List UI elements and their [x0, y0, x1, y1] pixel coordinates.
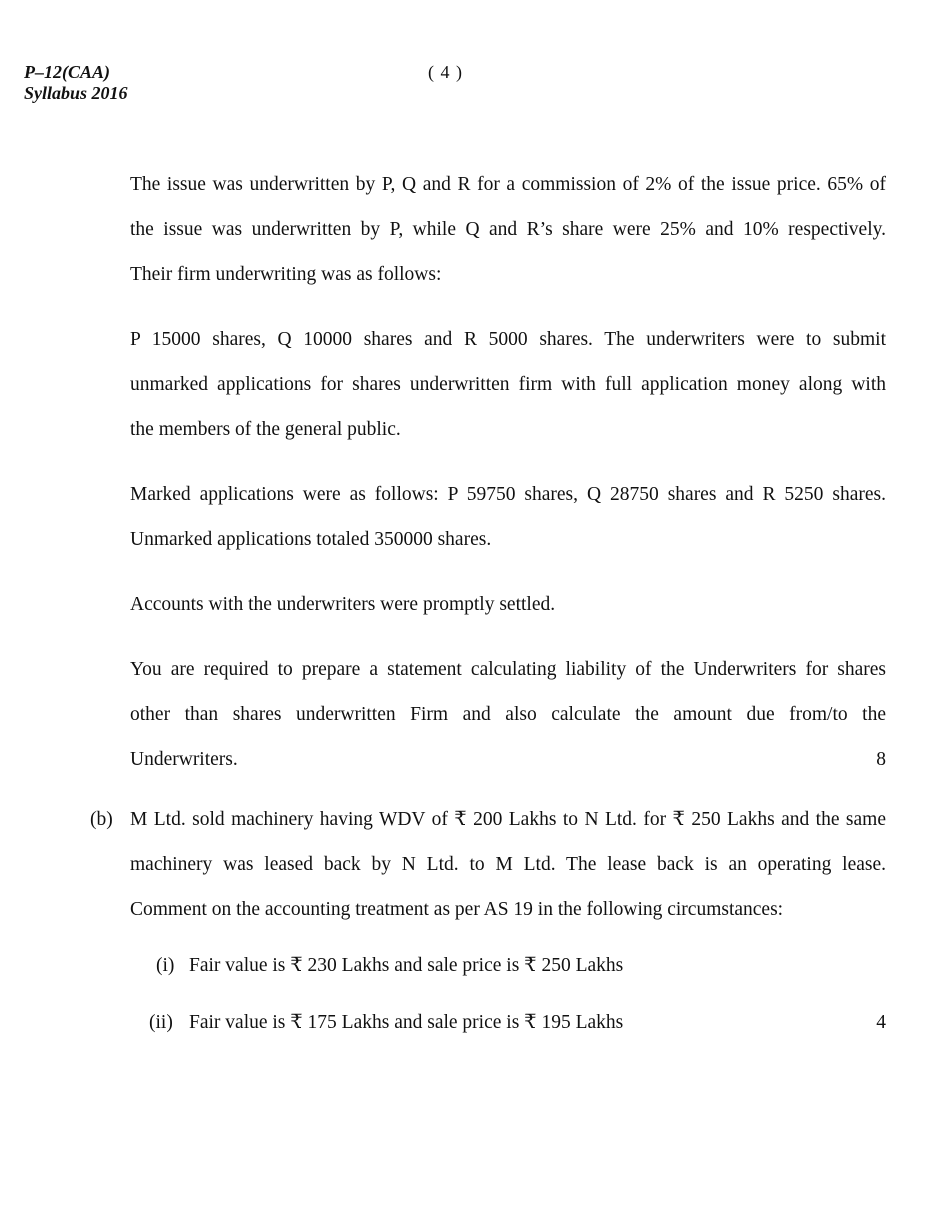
paper-header	[24, 62, 128, 104]
syllabus-year: Syllabus 2016	[24, 83, 128, 103]
marks-b: 4	[876, 1012, 886, 1033]
paragraph-line: the issue was underwritten by P, while Q and R’s share were 25% and 10% respectively.	[130, 219, 886, 240]
sub-item-label: (ii)	[149, 1012, 173, 1033]
paragraph-line: M Ltd. sold machinery having WDV of ₹ 200 Lakhs to N Ltd. for ₹ 250 Lakhs and the same	[130, 809, 886, 830]
paragraph-line: unmarked applications for shares underwritten firm with full application money along with	[130, 374, 886, 395]
paragraph-line: You are required to prepare a statement calculating liability of the Underwriters for shares	[130, 659, 886, 680]
paragraph-line: machinery was leased back by N Ltd. to M Ltd. The lease back is an operating lease.	[130, 854, 886, 875]
sub-item-label: (i)	[156, 955, 175, 976]
sub-item-text: Fair value is ₹ 230 Lakhs and sale price is ₹ 250 Lakhs	[189, 955, 624, 976]
paragraph-line: the members of the general public.	[130, 419, 401, 440]
paragraph-line: Marked applications were as follows: P 59750 shares, Q 28750 shares and R 5250 shares.	[130, 484, 886, 505]
paragraph-line: Unmarked applications totaled 350000 shares.	[130, 529, 492, 550]
paragraph-line: The issue was underwritten by P, Q and R for a commission of 2% of the issue price. 65% of	[130, 174, 886, 195]
sub-item-text: Fair value is ₹ 175 Lakhs and sale price is ₹ 195 Lakhs	[189, 1012, 624, 1033]
paragraph-line: Their firm underwriting was as follows:	[130, 264, 442, 285]
paragraph-line: Underwriters.	[130, 749, 238, 770]
paragraph-line: Accounts with the underwriters were promptly settled.	[130, 594, 556, 615]
question-label: (b)	[90, 809, 113, 830]
marks-a: 8	[876, 749, 886, 770]
paragraph-line: P 15000 shares, Q 10000 shares and R 5000 shares. The underwriters were to submit	[130, 329, 886, 350]
paragraph-line: Comment on the accounting treatment as per AS 19 in the following circumstances:	[130, 899, 784, 920]
paragraph-line: other than shares underwritten Firm and also calculate the amount due from/to the	[130, 704, 886, 725]
page-number: ( 4 )	[428, 62, 463, 82]
paper-code: P–12(CAA)	[24, 62, 111, 82]
